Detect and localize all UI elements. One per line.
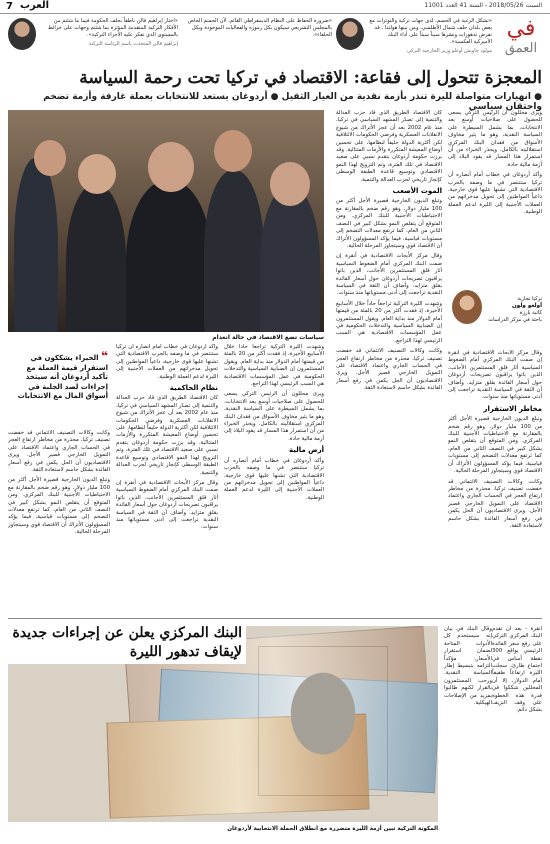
portrait-image [8,18,36,50]
paragraph: ويرى محللون أن الرئيس التركي يسعى للحصول على صلاحيات أوسع بعد الانتخابات، بما يشمل السيطرة على السياسة النقدية، وهو ما يثير مخاوف الأسواق من فقدان البنك المركزي استقلاليته بالكامل. ويحذر الخبراء من أن استمرار هذا المسار قد يقود البلاد إلى أزمة مالية حادة. [224,391,324,442]
photo-face [78,154,116,194]
main-photo [8,110,324,332]
photo-figure [66,184,126,332]
paragraph: وشهدت الليرة التركية تراجعاً حاداً خلال الأسابيع الأخيرة، إذ فقدت أكثر من 20 بالمئة من قيمتها أمام الدولار منذ بداية العام. ويقول المستثمرون إن الضبابية السياسية والتدخلات الحكومية في عمل المؤسسات الاقتصادية هي السبب الرئيسي لهذا التراجع. [224,344,324,388]
article-column [8,430,110,616]
paragraph: وتبلغ الديون الخارجية قصيرة الأجل أكثر من 100 مليار دولار، وهو رقم ضخم بالمقارنة مع الاحتياطيات الأجنبية للبنك المركزي. ومن المتوقع أن يتقلص النمو بشكل كبير في النصف الثاني من العام، كما ترتفع معدلات التضخم إلى مستويات قياسية، فيما يؤكد المسؤولون الأتراك أن الاقتصاد قوي وسيتجاوز المرحلة الحالية. [448,416,542,475]
quote-text: «اختار إبراهيم قالن ناطقاً بحلف الحكومة فيما ما شئتم من الأفكار التركية المتقدمة المؤثرة بما شئتم وجهات على خرائط بالمستوى الذي تفكر عليه الأجزاء التركية». [47,18,178,38]
quote-name: إبراهيم قالن المتحدث باسم الرئاسة التركية [88,41,178,47]
main-headline: المعجزة تتحول إلى فقاعة: الاقتصاد في تركيا تحت رحمة السياسة [79,68,542,88]
author-photo [452,290,482,324]
bottom-photo-caption: المكونة التركية تبين أزمة الليرة متضررة مع انطلاق الحملة الانتخابية لأردوغان [227,826,438,832]
author-box [448,290,542,346]
dateline: السبت 2018/05/26 - السنة 41 العدد 11001 [424,2,542,9]
article-column [448,350,542,616]
paragraph: كان الاقتصاد الطريق الذي قاد حزب العدالة والتنمية إلى تصدّر المشهد السياسي في تركيا، منذ عام 2002 بعد أن عجز الأتراك من شيوع الانقلابات العسكرية وفرضي الحكومات الائتلافية لكن أكثرية الدولة حليفاً لنظامها، على تحسين أوضاع المعيشة المتكررة والأزمات المتتالية. وقد برزت حكومة أردوغان بتقدم نسبي على صعيد الاقتصاد في تلك الفترة، وتم الترويج لهذا النمو الاقتصادي وتوسيع قاعدة الطبقة الوسطى كإنجاز تاريخي لحزب العدالة والتنمية. [116,395,218,476]
photo-figure [260,186,320,332]
author-org: باحثة في مركز الدراسات [488,317,542,323]
section-divider [8,618,542,619]
article-column [224,344,324,616]
bottom-headline: البنك المركزي يعلن عن إجراءات جديدة لإيقاف تدهور الليرة [8,622,246,664]
masthead-logo: العرب [20,0,50,11]
quote-box [182,18,332,64]
banknote-portrait [258,646,388,796]
section-subhead: الموت الأصعب [392,187,442,196]
article-column [492,626,542,822]
photo-face [270,162,310,206]
quote-text: «تشكل الرغبة في الحسم، لدى جهات تركية والتوترات مع بعض بلدان حلف شمال الأطلسي، ومن بينها هولندا ، قد تفرض تدهورات ونشرها سبباً سيئاً على أداء البنك الأميركية العكسية». [369,18,492,45]
photo-caption: سياسات تضع الاقتصاد في حالة انعدام [212,334,324,341]
section-subhead: نظام الحاكمية [169,384,218,393]
section-prefix: في [506,16,536,41]
paragraph: وتبلغ الديون الخارجية قصيرة الأجل أكثر من 100 مليار دولار، وهو رقم ضخم بالمقارنة مع الاحتياطيات الأجنبية للبنك المركزي. ومن المتوقع أن يتقلص النمو بشكل كبير في النصف الثاني من العام، كما ترتفع معدلات التضخم إلى مستويات قياسية، فيما يؤكد المسؤولون الأتراك أن الاقتصاد قوي وسيتجاوز المرحلة الحالية. [336,198,442,249]
portrait-image [336,18,364,50]
subheadline: ● انهيارات متواصلة لليرة تنذر بأزمة نقدية من العيار الثقيل ● أردوغان يستعد للانتخابات بعملة غارقة وأزمة تضخم واحتقان سياسي [43,92,542,112]
paragraph: وكانت وكالات التصنيف الائتماني قد خفضت تصنيف تركيا، محذرة من مخاطر ارتفاع العجز في الحساب الجاري واعتماد الاقتصاد على التمويل الخارجي قصير الأجل. ويرى الاقتصاديون أن الحل يكمن في رفع أسعار الفائدة بشكل حاسم لاستعادة الثقة. [8,430,110,474]
quote-text: «ضرورة الحفاظ على النظام الديمقراطي القائم، لأن الحسم الخاص بالمجلس التشريعي سيكون بكل رموزه والفعاليات الموجودة وبكل الحلفاء». [187,18,332,38]
section-subhead: أرض مالية [289,446,324,455]
photo-face [148,142,194,192]
photo-figure-erdogan [126,180,212,332]
paragraph: وأكد أردوغان في خطاب أمام أنصاره أن تركيا ستنتصر في ما وصفه بالحرب الاقتصادية التي تشنها عليها قوى خارجية، داعياً المواطنين إلى تحويل مدخراتهم من العملات الأجنبية إلى الليرة لدعم العملة الوطنية. [448,172,542,216]
photo-figure [204,170,264,332]
paragraph: وقال مركز الأبحاث الاقتصادية في أنقرة إن صمت البنك المركزي أمام الضغوط السياسية أثار قلق المستثمرين الأجانب، الذين باتوا يراقبون تصريحات أردوغان حول أسعار الفائدة بقلق متزايد. وأضاف أن الثقة في السياسة النقدية تراجعت إلى أدنى مستوياتها منذ سنوات. [116,479,218,531]
author-name: أولغو ولون [512,303,542,309]
paragraph: وقال البنك في بيان إنه سيستخدم كل الأدوات المتاحة لضمان استقرار الأسعار، مؤكداً التزامه بتبسيط إطار السياسة النقدية. ورحب المستثمرون بالقرار لكنهم طالبوا بمزيد من الإصلاحات الهيكلية. [444,626,492,707]
quote-mark-icon: ❝ [100,349,108,363]
section-subhead: مخاطر الاستقرار [483,404,542,413]
author-role: كاتبة بارزة [519,310,542,316]
section-word: العمق [504,41,538,56]
article-column [444,626,492,822]
paragraph: وتبلغ الديون الخارجية قصيرة الأجل أكثر من 100 مليار دولار، وهو رقم ضخم بالمقارنة مع الاحتياطيات الأجنبية للبنك المركزي. ومن المتوقع أن يتقلص النمو بشكل كبير في النصف الثاني من العام، كما ترتفع معدلات التضخم إلى مستويات قياسية، فيما يؤكد المسؤولون الأتراك أن الاقتصاد قوي وسيتجاوز المرحلة الحالية. [8,477,110,536]
article-column [336,110,442,616]
photo-face [34,140,66,176]
paragraph: وقال مركز الأبحاث الاقتصادية في أنقرة إن صمت البنك المركزي أمام الضغوط السياسية أثار قلق المستثمرين الأجانب، الذين باتوا يراقبون تصريحات أردوغان حول أسعار الفائدة بقلق متزايد. وأضاف أن الثقة في السياسة النقدية تراجعت إلى أدنى مستوياتها منذ سنوات. [448,350,542,401]
paragraph: وأكد أردوغان في خطاب أمام أنصاره أن تركيا ستنتصر في ما وصفه بالحرب الاقتصادية التي تشنها عليها قوى خارجية، داعياً المواطنين إلى تحويل مدخراتهم من العملات الأجنبية إلى الليرة لدعم العملة الوطنية. [224,457,324,501]
photo-face [214,130,252,172]
article-column [116,344,218,616]
page-header [0,0,550,14]
paragraph: أنقرة - بعد أن تقدم البنك المركزي التركي على رفع سعر الفائدة الرئيسي بواقع 300 نقطة أساس في اجتماع طارئ، سجلت الليرة ارتفاعاً طفيفاً أمام الدولار، إلا أن المحللين شككوا في قدرة هذه الخطوة على وقف النزيف بشكل دائم. [492,626,542,714]
quote-box [336,18,492,64]
photo-figure [14,158,58,332]
page-number: 7 [6,1,13,12]
paragraph: وكانت وكالات التصنيف الائتماني قد خفضت تصنيف تركيا، محذرة من مخاطر ارتفاع العجز في الحساب الجاري واعتماد الاقتصاد على التمويل الخارجي قصير الأجل. ويرى الاقتصاديون أن الحل يكمن في رفع أسعار الفائدة بشكل حاسم لاستعادة الثقة. [448,478,542,529]
pull-quote: ❝ الخبراء يشككون في استقرار قيمة العملة مع تأكيد أردوغان أنه سيتخذ إجراءات لصد الجلبة في أسواق المال مع الانتخابات [17,349,108,400]
paragraph: ويرى محللون أن الرئيس التركي يسعى للحصول على صلاحيات أوسع بعد الانتخابات، بما يشمل السيطرة على السياسة النقدية، وهو ما يثير مخاوف الأسواق من فقدان البنك المركزي استقلاليته بالكامل. ويحذر الخبراء من أن استمرار هذا المسار قد يقود البلاد إلى أزمة مالية حادة. [448,110,542,168]
quote-name: مولود جاويش أوغلو وزير الخارجية التركي [406,48,492,54]
quote-box [8,18,178,64]
paragraph: وأكد أردوغان في خطاب أمام أنصاره أن تركيا ستنتصر في ما وصفه بالحرب الاقتصادية التي تشنها عليها قوى خارجية، داعياً المواطنين إلى تحويل مدخراتهم من العملات الأجنبية إلى الليرة لدعم العملة الوطنية. [116,344,218,380]
section-tag [500,18,542,64]
paragraph: وكانت وكالات التصنيف الائتماني قد خفضت تصنيف تركيا، محذرة من مخاطر ارتفاع العجز في الحساب الجاري واعتماد الاقتصاد على التمويل الخارجي قصير الأجل. ويرى الاقتصاديون أن الحل يكمن في رفع أسعار الفائدة بشكل حاسم لاستعادة الثقة. [336,348,442,392]
article-column [448,110,542,286]
paragraph: كان الاقتصاد الطريق الذي قاد حزب العدالة والتنمية إلى تصدّر المشهد السياسي في تركيا، منذ عام 2002 بعد أن عجز الأتراك من شيوع الانقلابات العسكرية وفرضي الحكومات الائتلافية لكن أكثرية الدولة حليفاً لنظامها، على تحسين أوضاع المعيشة المتكررة والأزمات المتتالية. وقد برزت حكومة أردوغان بتقدم نسبي على صعيد الاقتصاد في تلك الفترة، وتم الترويج لهذا النمو الاقتصادي وتوسيع قاعدة الطبقة الوسطى كإنجاز تاريخي لحزب العدالة والتنمية. [336,110,442,183]
paragraph: وقال مركز الأبحاث الاقتصادية في أنقرة إن صمت البنك المركزي أمام الضغوط السياسية أثار قلق المستثمرين الأجانب، الذين باتوا يراقبون تصريحات أردوغان حول أسعار الفائدة بقلق متزايد. وأضاف أن الثقة في السياسة النقدية تراجعت إلى أدنى مستوياتها منذ سنوات. [336,253,442,297]
author-label: تركيا تجارية [517,296,542,302]
paragraph: وشهدت الليرة التركية تراجعاً حاداً خلال الأسابيع الأخيرة، إذ فقدت أكثر من 20 بالمئة من قيمتها أمام الدولار منذ بداية العام. ويقول المستثمرون إن الضبابية السياسية والتدخلات الحكومية في عمل المؤسسات الاقتصادية هي السبب الرئيسي لهذا التراجع. [336,300,442,344]
